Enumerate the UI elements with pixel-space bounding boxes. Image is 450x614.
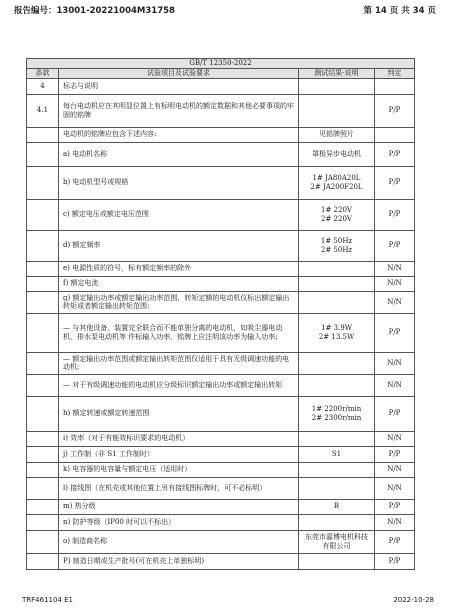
col-item: 试验项目及试验要求 <box>59 68 299 78</box>
clause-cell <box>27 199 59 230</box>
item-cell: f) 额定电流 <box>59 276 299 291</box>
verdict-cell: N/N <box>375 374 415 396</box>
result-cell: 罩极异步电动机 <box>299 142 375 166</box>
verdict-cell: N/N <box>375 291 415 313</box>
table-row <box>27 199 415 230</box>
test-table <box>26 58 415 570</box>
item-cell: n) 防护等级（IP00 时可以不标出） <box>59 514 299 530</box>
result-cell <box>299 477 375 499</box>
page-number: 第 14 页 共 34 页 <box>363 6 436 16</box>
table-row <box>27 514 415 530</box>
verdict-cell: P/P <box>375 142 415 166</box>
verdict-cell: P/P <box>375 94 415 127</box>
clause-cell <box>27 261 59 276</box>
result-cell: 1# JA80A20L 2# JA200F20L <box>299 166 375 199</box>
result-cell <box>299 431 375 446</box>
clause-cell <box>27 553 59 569</box>
result-cell <box>299 352 375 374</box>
result-cell: 见铭牌照片 <box>299 127 375 142</box>
table-row <box>27 313 415 352</box>
clause-cell <box>27 166 59 199</box>
result-cell <box>299 462 375 477</box>
table-row <box>27 553 415 569</box>
verdict-cell: N/N <box>375 514 415 530</box>
item-cell: a) 电动机名称 <box>59 142 299 166</box>
item-cell: g) 额定输出功率或额定输出功率范围，转矩定额的电动机仪标出额定输出转矩或者额定输出转矩范围: <box>59 291 299 313</box>
item-cell: — 与其他设备、装置完全联合而不能单独分离的电动机，如吸尘器电动机，排水泵电动机等 许标输入功率，铭牌上应注明该功率为输入功率; <box>59 313 299 352</box>
item-cell: d) 额定频率 <box>59 230 299 261</box>
result-cell: B <box>299 499 375 514</box>
result-cell: 1# 3.9W 2# 13.5W <box>299 313 375 352</box>
clause-cell <box>27 514 59 530</box>
table-row <box>27 352 415 374</box>
clause-cell <box>27 291 59 313</box>
item-cell: k) 电容器的电容量与额定电压（适用时） <box>59 462 299 477</box>
item-cell: m) 热分级 <box>59 499 299 514</box>
table-row <box>27 78 415 94</box>
table-row <box>27 276 415 291</box>
result-cell <box>299 374 375 396</box>
clause-cell <box>27 446 59 462</box>
table-row <box>27 396 415 431</box>
table-row <box>27 261 415 276</box>
clause-cell <box>27 352 59 374</box>
item-cell: e) 电源性质的符号，标有额定频率的除外 <box>59 261 299 276</box>
clause-cell <box>27 431 59 446</box>
clause-cell <box>27 230 59 261</box>
verdict-cell: P/P <box>375 313 415 352</box>
table-row <box>27 431 415 446</box>
verdict-cell: N/N <box>375 477 415 499</box>
clause-cell <box>27 477 59 499</box>
table-row <box>27 477 415 499</box>
result-cell: 1# 50Hz 2# 50Hz <box>299 230 375 261</box>
item-cell: P) 制造日期或生产批号(可在机壳上单独标明) <box>59 553 299 569</box>
item-cell: j) 工作制（非 S1 工作制时） <box>59 446 299 462</box>
item-cell: — 对于有级调速功能的电动机应分级标识额定输出功率或额定输出转矩 <box>59 374 299 396</box>
table-row <box>27 291 415 313</box>
table-body <box>27 78 415 569</box>
result-cell <box>299 553 375 569</box>
item-cell: 每台电动机应在其明显位置上有标明电动机的额定数据和其他必要事项的牢固的铭牌 <box>59 94 299 127</box>
verdict-cell: P/P <box>375 166 415 199</box>
table-row <box>27 499 415 514</box>
standard-title: GB/T 12350-2022 <box>27 59 415 69</box>
verdict-cell: P/P <box>375 499 415 514</box>
verdict-cell <box>375 78 415 94</box>
clause-cell: 4.1 <box>27 94 59 127</box>
table-row <box>27 142 415 166</box>
form-code: TRF461104 E1 <box>22 596 73 604</box>
item-cell: 标志与说明 <box>59 78 299 94</box>
item-cell: b) 电动机型号或规格 <box>59 166 299 199</box>
item-cell: i) 效率（对于有能效标识要求的电动机） <box>59 431 299 446</box>
clause-cell <box>27 374 59 396</box>
verdict-cell: P/P <box>375 553 415 569</box>
table-row <box>27 127 415 142</box>
verdict-cell: N/N <box>375 462 415 477</box>
verdict-cell: N/N <box>375 431 415 446</box>
result-cell <box>299 514 375 530</box>
col-verdict: 判定 <box>375 68 415 78</box>
clause-cell <box>27 462 59 477</box>
verdict-cell: P/P <box>375 396 415 431</box>
col-clause: 条款 <box>27 68 59 78</box>
item-cell: — 额定输出功率范围或额定输出转矩范围仅适用于具有无级调速功能的电动机; <box>59 352 299 374</box>
table-row <box>27 446 415 462</box>
verdict-cell: P/P <box>375 446 415 462</box>
clause-cell <box>27 313 59 352</box>
clause-cell: 4 <box>27 78 59 94</box>
clause-cell <box>27 276 59 291</box>
page-header <box>14 4 436 18</box>
verdict-cell: P/P <box>375 530 415 553</box>
result-cell: 1# 220V 2# 220V <box>299 199 375 230</box>
clause-cell <box>27 142 59 166</box>
verdict-cell <box>375 127 415 142</box>
clause-cell <box>27 530 59 553</box>
table-row <box>27 530 415 553</box>
verdict-cell: P/P <box>375 199 415 230</box>
result-cell: 1# 2200r/min 2# 2300r/min <box>299 396 375 431</box>
verdict-cell: N/N <box>375 276 415 291</box>
result-cell <box>299 78 375 94</box>
table-row <box>27 462 415 477</box>
table-row <box>27 94 415 127</box>
table-row <box>27 166 415 199</box>
report-number: 报告编号：13001-20221004M31758 <box>14 6 175 16</box>
standard-row <box>27 59 415 69</box>
verdict-cell: P/P <box>375 230 415 261</box>
result-cell: 东莞市嘉博电机科技有限公司 <box>299 530 375 553</box>
item-cell: l) 接线图（在机壳或其他位置上另有接线图标牌时，可不必标明） <box>59 477 299 499</box>
table-row <box>27 374 415 396</box>
verdict-cell: N/N <box>375 261 415 276</box>
item-cell: 电动机的铭牌应包含下述内容: <box>59 127 299 142</box>
result-cell <box>299 276 375 291</box>
verdict-cell: N/N <box>375 352 415 374</box>
footer-date: 2022-10-28 <box>393 596 434 604</box>
result-cell: S1 <box>299 446 375 462</box>
item-cell: o) 制造商名称 <box>59 530 299 553</box>
item-cell: h) 额定转速或额定转速范围 <box>59 396 299 431</box>
page-footer <box>22 596 434 606</box>
table-row <box>27 230 415 261</box>
header-row <box>27 68 415 78</box>
result-cell <box>299 261 375 276</box>
result-cell <box>299 291 375 313</box>
clause-cell <box>27 499 59 514</box>
result-cell <box>299 94 375 127</box>
clause-cell <box>27 396 59 431</box>
clause-cell <box>27 127 59 142</box>
col-result: 测试结果-说明 <box>299 68 375 78</box>
item-cell: c) 额定电压或额定电压范围 <box>59 199 299 230</box>
